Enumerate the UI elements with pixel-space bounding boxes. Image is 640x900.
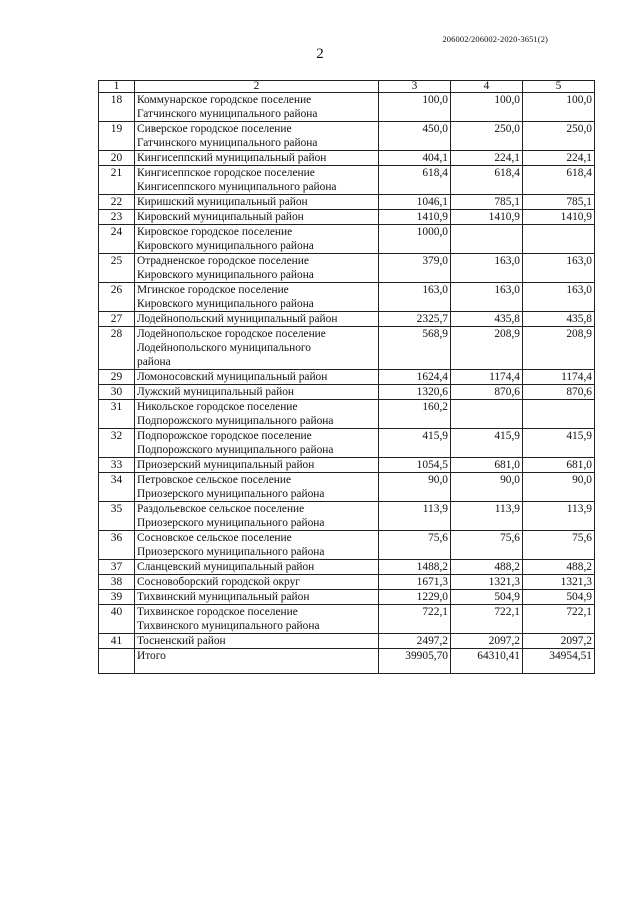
value-col-5: 1410,9 [523,210,595,225]
municipality-name: Сосновоборский городской округ [135,575,379,590]
value-col-5: 435,8 [523,312,595,327]
municipality-name: Лодейнопольское городское поселение Лодейнопольского муниципального района [135,327,379,370]
row-number: 35 [99,502,135,531]
table-row [99,93,595,122]
value-col-5: 163,0 [523,283,595,312]
table-row [99,473,595,502]
value-col-5: 785,1 [523,195,595,210]
value-col-3: 1229,0 [379,590,451,605]
municipality-name: Сланцевский муниципальный район [135,560,379,575]
page-number: 2 [316,46,324,62]
value-col-5: 722,1 [523,605,595,634]
value-col-3: 100,0 [379,93,451,122]
table-row [99,634,595,649]
value-col-5: 75,6 [523,531,595,560]
value-col-3: 379,0 [379,254,451,283]
header-row [99,81,595,93]
value-col-4: 163,0 [451,254,523,283]
table-row [99,385,595,400]
value-col-4: 113,9 [451,502,523,531]
row-number: 23 [99,210,135,225]
value-col-3: 1488,2 [379,560,451,575]
value-col-5: 1174,4 [523,370,595,385]
header-cell: 5 [523,81,595,93]
municipality-name: Тихвинский муниципальный район [135,590,379,605]
municipality-name: Ломоносовский муниципальный район [135,370,379,385]
value-col-3: 450,0 [379,122,451,151]
municipality-name: Отрадненское городское поселение Кировского муниципального района [135,254,379,283]
value-col-3: 1000,0 [379,225,451,254]
value-col-4: 100,0 [451,93,523,122]
value-col-4: 1321,3 [451,575,523,590]
value-col-5 [523,225,595,254]
municipality-name: Подпорожское городское поселение Подпорожского муниципального района [135,429,379,458]
value-col-4: 618,4 [451,166,523,195]
value-col-3: 113,9 [379,502,451,531]
table-row [99,254,595,283]
row-number: 30 [99,385,135,400]
municipality-name: Кировский муниципальный район [135,210,379,225]
value-col-4: 208,9 [451,327,523,370]
row-number: 33 [99,458,135,473]
table-row [99,575,595,590]
value-col-5: 488,2 [523,560,595,575]
total-col-4: 64310,41 [451,649,523,674]
value-col-3: 160,2 [379,400,451,429]
total-row [99,649,595,674]
value-col-4: 1174,4 [451,370,523,385]
value-col-3: 1410,9 [379,210,451,225]
value-col-5: 681,0 [523,458,595,473]
value-col-3: 1671,3 [379,575,451,590]
municipality-name: Киришский муниципальный район [135,195,379,210]
total-label: Итого [135,649,379,674]
value-col-4: 415,9 [451,429,523,458]
municipality-name: Сосновское сельское поселение Приозерского муниципального района [135,531,379,560]
value-col-4 [451,225,523,254]
table-row [99,531,595,560]
value-col-3: 568,9 [379,327,451,370]
value-col-3: 1054,5 [379,458,451,473]
value-col-4: 435,8 [451,312,523,327]
row-number: 22 [99,195,135,210]
document-id: 206002/206002-2020-3651(2) [442,34,548,44]
table-row [99,560,595,575]
table-row [99,458,595,473]
value-col-3: 2497,2 [379,634,451,649]
row-number: 18 [99,93,135,122]
municipality-name: Кировское городское поселение Кировского муниципального района [135,225,379,254]
value-col-4 [451,400,523,429]
value-col-5: 618,4 [523,166,595,195]
row-number: 27 [99,312,135,327]
table-row [99,605,595,634]
row-number: 36 [99,531,135,560]
value-col-5: 1321,3 [523,575,595,590]
value-col-5: 224,1 [523,151,595,166]
value-col-3: 75,6 [379,531,451,560]
row-number: 19 [99,122,135,151]
row-number: 39 [99,590,135,605]
table-row [99,590,595,605]
table-row [99,151,595,166]
table-row [99,225,595,254]
value-col-3: 163,0 [379,283,451,312]
value-col-5: 250,0 [523,122,595,151]
row-number: 38 [99,575,135,590]
value-col-3: 2325,7 [379,312,451,327]
value-col-3: 618,4 [379,166,451,195]
table-row [99,195,595,210]
municipality-name: Петровское сельское поселение Приозерского муниципального района [135,473,379,502]
value-col-4: 870,6 [451,385,523,400]
row-number: 25 [99,254,135,283]
municipality-name: Коммунарское городское поселение Гатчинского муниципального района [135,93,379,122]
row-number: 41 [99,634,135,649]
value-col-4: 163,0 [451,283,523,312]
municipality-name: Приозерский муниципальный район [135,458,379,473]
value-col-5: 208,9 [523,327,595,370]
row-number: 29 [99,370,135,385]
value-col-4: 1410,9 [451,210,523,225]
table-row [99,502,595,531]
table-row [99,370,595,385]
row-number: 31 [99,400,135,429]
row-number: 40 [99,605,135,634]
value-col-5: 90,0 [523,473,595,502]
value-col-4: 681,0 [451,458,523,473]
table-row [99,210,595,225]
value-col-5: 504,9 [523,590,595,605]
total-col-5: 34954,51 [523,649,595,674]
table-row [99,429,595,458]
value-col-5: 2097,2 [523,634,595,649]
value-col-4: 785,1 [451,195,523,210]
row-number: 20 [99,151,135,166]
row-number: 34 [99,473,135,502]
value-col-4: 722,1 [451,605,523,634]
table-row [99,312,595,327]
value-col-3: 1320,6 [379,385,451,400]
municipality-name: Тихвинское городское поселение Тихвинского муниципального района [135,605,379,634]
municipality-name: Раздольевское сельское поселение Приозерского муниципального района [135,502,379,531]
municipality-name: Кингисеппское городское поселение Кингисеппского муниципального района [135,166,379,195]
value-col-3: 722,1 [379,605,451,634]
row-number: 21 [99,166,135,195]
value-col-3: 1624,4 [379,370,451,385]
value-col-3: 90,0 [379,473,451,502]
table-row [99,122,595,151]
municipality-name: Лодейнопольский муниципальный район [135,312,379,327]
header-cell: 1 [99,81,135,93]
value-col-5: 163,0 [523,254,595,283]
table-row [99,400,595,429]
value-col-4: 488,2 [451,560,523,575]
value-col-4: 250,0 [451,122,523,151]
value-col-4: 2097,2 [451,634,523,649]
value-col-5: 100,0 [523,93,595,122]
header-cell: 3 [379,81,451,93]
total-col-3: 39905,70 [379,649,451,674]
value-col-5: 870,6 [523,385,595,400]
value-col-4: 75,6 [451,531,523,560]
value-col-5 [523,400,595,429]
municipality-name: Никольское городское поселение Подпорожского муниципального района [135,400,379,429]
municipality-name: Сиверское городское поселение Гатчинского муниципального района [135,122,379,151]
row-number: 24 [99,225,135,254]
value-col-5: 113,9 [523,502,595,531]
value-col-3: 415,9 [379,429,451,458]
municipality-name: Мгинское городское поселение Кировского муниципального района [135,283,379,312]
row-number: 26 [99,283,135,312]
table-row [99,166,595,195]
municipality-name: Лужский муниципальный район [135,385,379,400]
municipality-name: Кингисеппский муниципальный район [135,151,379,166]
allocation-table [98,80,595,674]
value-col-4: 504,9 [451,590,523,605]
row-number: 28 [99,327,135,370]
table-row [99,283,595,312]
value-col-4: 90,0 [451,473,523,502]
total-number [99,649,135,674]
municipality-name: Тосненский район [135,634,379,649]
value-col-3: 1046,1 [379,195,451,210]
value-col-4: 224,1 [451,151,523,166]
table-row [99,327,595,370]
header-cell: 4 [451,81,523,93]
value-col-5: 415,9 [523,429,595,458]
row-number: 32 [99,429,135,458]
header-cell: 2 [135,81,379,93]
value-col-3: 404,1 [379,151,451,166]
row-number: 37 [99,560,135,575]
